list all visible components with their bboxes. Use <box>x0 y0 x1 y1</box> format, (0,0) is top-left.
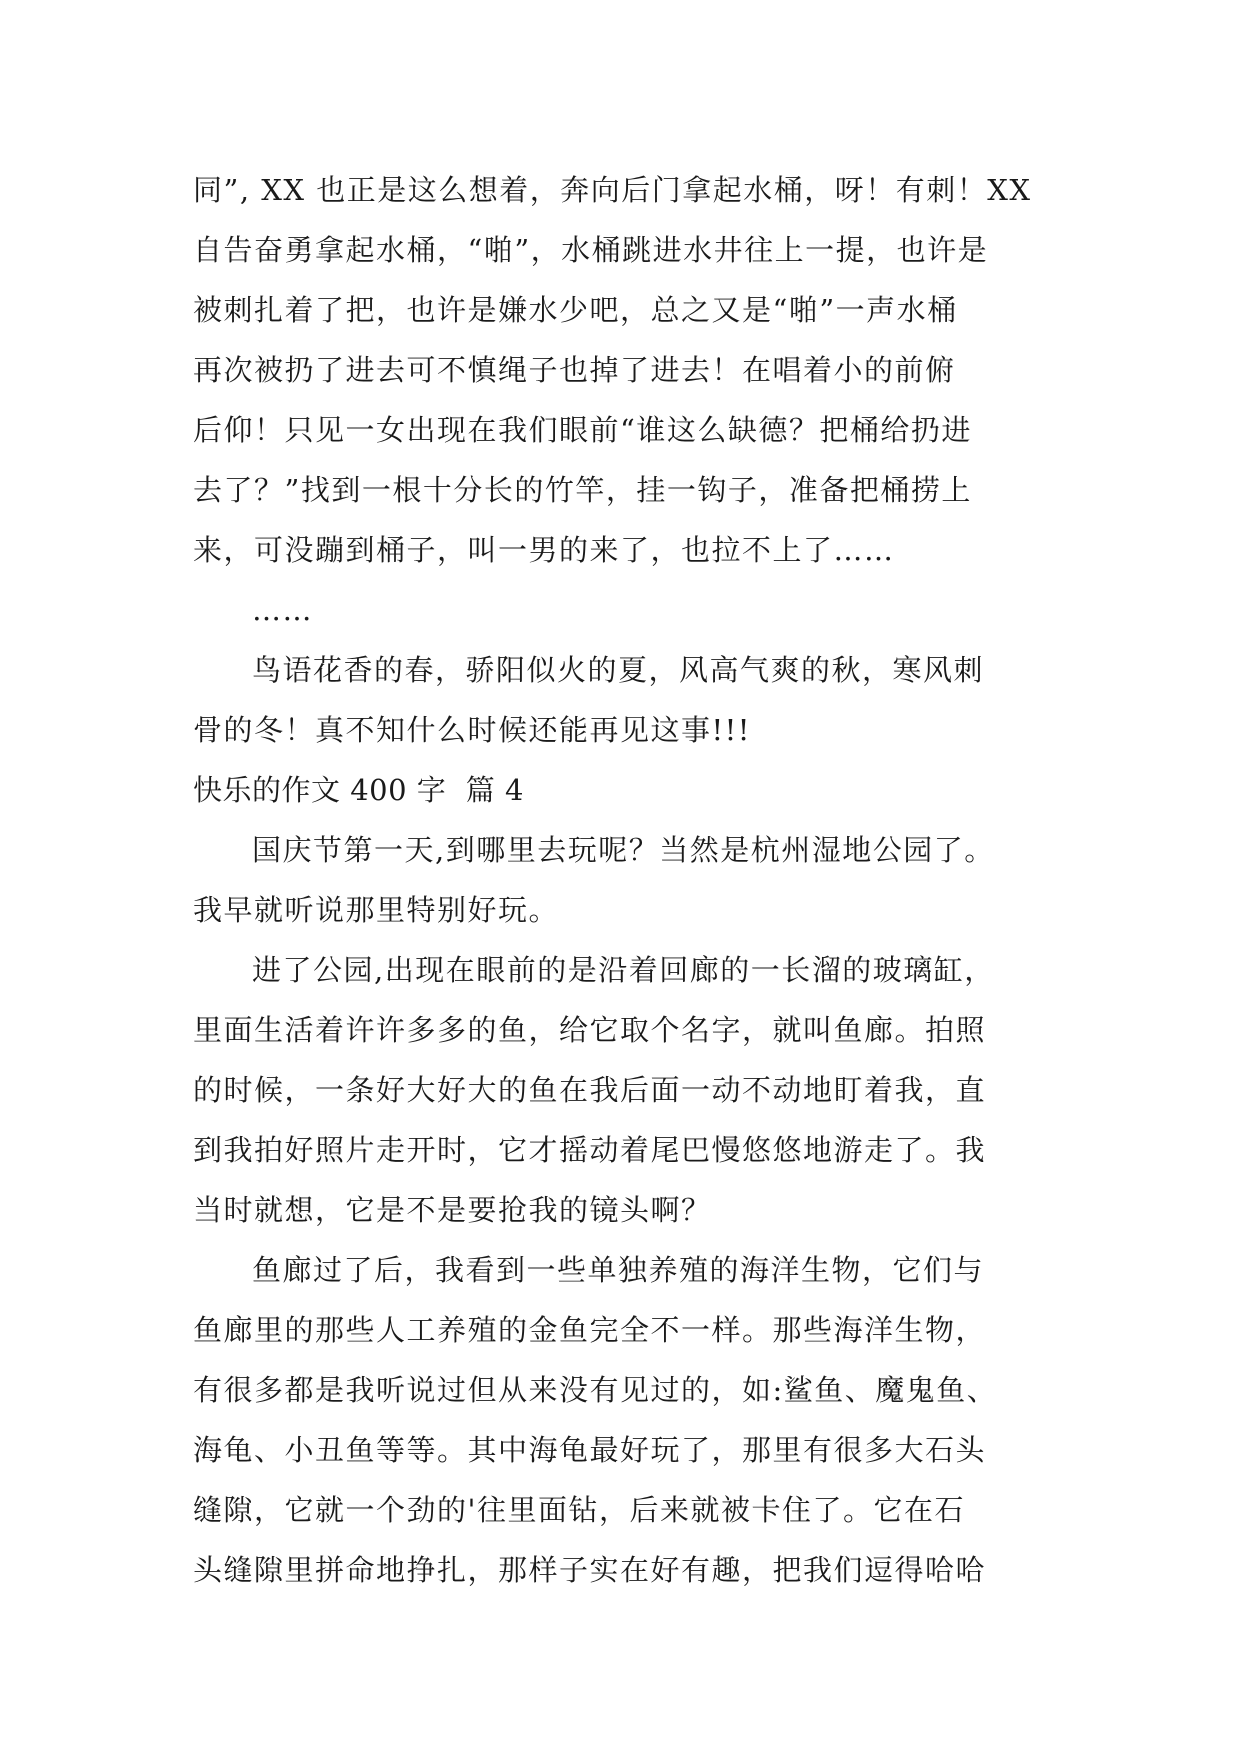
text-line-19: 鱼廊过了后，我看到一些单独养殖的海洋生物，它们与 <box>252 1253 985 1287</box>
text-line-4: 再次被扔了进去可不慎绳子也掉了进去！在唱着小的前俯 <box>193 353 956 387</box>
text-line-21: 有很多都是我听说过但从来没有见过的，如:鲨鱼、魔鬼鱼、 <box>193 1373 998 1407</box>
text-line-9: 鸟语花香的春，骄阳似火的夏，风高气爽的秋，寒风刺 <box>252 653 985 687</box>
text-line-1: 同”, XX 也正是这么想着，奔向后门拿起水桶，呀！有刺！XX <box>193 173 1032 207</box>
text-line-5: 后仰！只见一女出现在我们眼前“谁这么缺德？把桶给扔进 <box>193 413 972 447</box>
text-line-20: 鱼廊里的那些人工养殖的金鱼完全不一样。那些海洋生物， <box>193 1313 987 1347</box>
text-line-3: 被刺扎着了把，也许是嫌水少吧，总之又是“啪”一声水桶 <box>193 293 958 327</box>
section-heading: 快乐的作文 400 字 篇 4 <box>193 773 524 807</box>
text-line-18: 当时就想，它是不是要抢我的镜头啊？ <box>193 1193 712 1227</box>
text-line-14: 进了公园,出现在眼前的是沿着回廊的一长溜的玻璃缸， <box>252 953 995 987</box>
text-line-6: 去了？”找到一根十分长的竹竿，挂一钩子，准备把桶捞上 <box>193 473 972 507</box>
document-body <box>193 160 1053 1600</box>
ellipsis-line: …… <box>252 593 313 627</box>
text-line-15: 里面生活着许许多多的鱼，给它取个名字，就叫鱼廊。拍照 <box>193 1013 987 1047</box>
text-line-17: 到我拍好照片走开时，它才摇动着尾巴慢悠悠地游走了。我 <box>193 1133 987 1167</box>
text-line-22: 海龟、小丑鱼等等。其中海龟最好玩了，那里有很多大石头 <box>193 1433 987 1467</box>
text-line-16: 的时候，一条好大好大的鱼在我后面一动不动地盯着我，直 <box>193 1073 987 1107</box>
text-line-24: 头缝隙里拼命地挣扎，那样子实在好有趣，把我们逗得哈哈 <box>193 1553 987 1587</box>
text-line-12: 国庆节第一天,到哪里去玩呢？当然是杭州湿地公园了。 <box>252 833 995 867</box>
text-line-2: 自告奋勇拿起水桶，“啪”，水桶跳进水井往上一提，也许是 <box>193 233 989 267</box>
text-line-23: 缝隙，它就一个劲的'往里面钻，后来就被卡住了。它在石 <box>193 1493 965 1527</box>
text-line-13: 我早就听说那里特别好玩。 <box>193 893 560 927</box>
text-line-10: 骨的冬！真不知什么时候还能再见这事!!! <box>193 713 751 747</box>
text-line-7: 来，可没蹦到桶子，叫一男的来了，也拉不上了…… <box>193 533 895 567</box>
